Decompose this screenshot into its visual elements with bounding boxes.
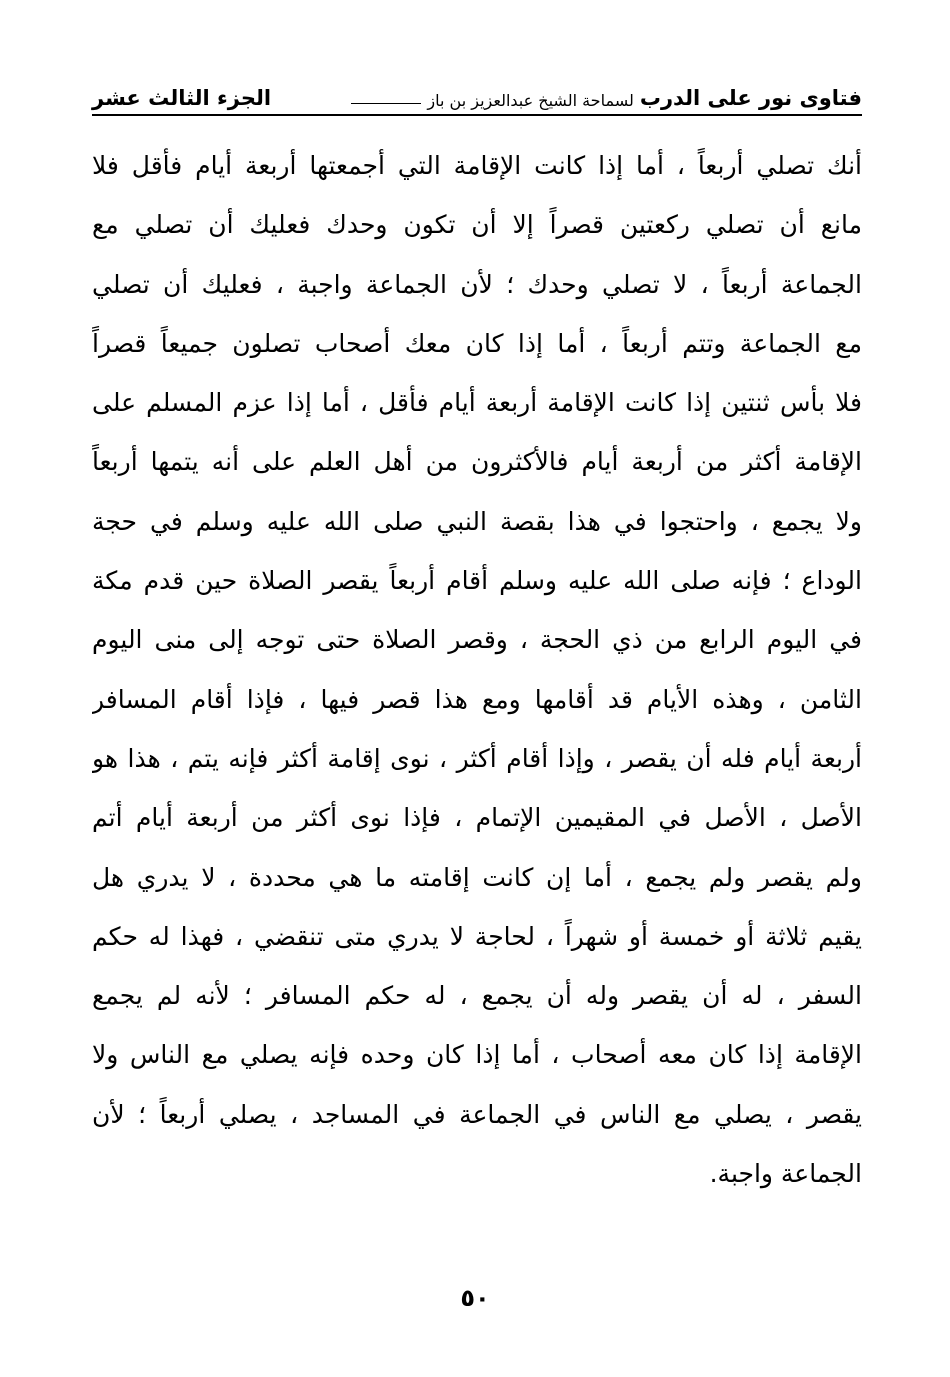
volume-part: الجزء الثالث عشر (92, 86, 272, 110)
text-line: يقيم ثلاثة أو خمسة أو شهراً ، لحاجة لا يدري متى تنقضي ، فهذا له حكم (92, 921, 862, 951)
text-line: في اليوم الرابع من ذي الحجة ، وقصر الصلاة حتى توجه إلى منى اليوم (92, 625, 862, 655)
text-line: فلا بأس ثنتين إذا كانت الإقامة أربعة أيام فأقل ، أما إذا عزم المسلم على (92, 388, 862, 418)
header-rule (351, 103, 421, 104)
text-line: الأصل ، الأصل في المقيمين الإتمام ، فإذا نوى أكثر من أربعة أيام أتم (92, 803, 862, 833)
author-name: لسماحة الشيخ عبدالعزيز بن باز (427, 91, 634, 110)
book-title: فتاوى نور على الدرب (639, 86, 862, 110)
text-line: مانع أن تصلي ركعتين قصراً إلا أن تكون وحدك فعليك أن تصلي مع (92, 210, 862, 240)
page-number: ٥٠ (460, 1284, 490, 1312)
running-header (92, 82, 862, 116)
text-line: الجماعة أربعاً ، لا تصلي وحدك ؛ لأن الجماعة واجبة ، فعليك أن تصلي (92, 269, 862, 299)
body-text (92, 146, 862, 1213)
text-line: ولا يجمع ، واحتجوا في هذا بقصة النبي صلى الله عليه وسلم في حجة (92, 506, 862, 536)
header-title-group (351, 86, 862, 110)
text-line: السفر ، له أن يقصر وله أن يجمع ، له حكم المسافر ؛ لأنه لم يجمع (92, 981, 862, 1011)
text-line: أربعة أيام فله أن يقصر ، وإذا أقام أكثر ، نوى إقامة أكثر فإنه يتم ، هذا هو (92, 743, 862, 773)
text-line: مع الجماعة وتتم أربعاً ، أما إذا كان معك أصحاب تصلون جميعاً قصراً (92, 328, 862, 358)
text-line: الثامن ، وهذه الأيام قد أقامها ومع هذا قصر فيها ، فإذا أقام المسافر (92, 684, 862, 714)
text-line: الجماعة واجبة. (709, 1159, 862, 1189)
text-line: أنك تصلي أربعاً ، أما إذا كانت الإقامة التي أجمعتها أربعة أيام فأقل فلا (92, 151, 862, 180)
text-line: الوداع ؛ فإنه صلى الله عليه وسلم أقام أربعاً يقصر الصلاة حين قدم مكة (92, 566, 862, 596)
text-line: يقصر ، يصلي مع الناس في الجماعة في المساجد ، يصلي أربعاً ؛ لأن (92, 1099, 862, 1129)
text-line: الإقامة أكثر من أربعة أيام فالأكثرون من أهل العلم على أنه يتمها أربعاً (92, 447, 862, 477)
text-line: ولم يقصر ولم يجمع ، أما إن كانت إقامته ما هي محددة ، لا يدري هل (92, 862, 862, 892)
text-line: الإقامة إذا كان معه أصحاب ، أما إذا كان وحده فإنه يصلي مع الناس ولا (92, 1040, 862, 1070)
